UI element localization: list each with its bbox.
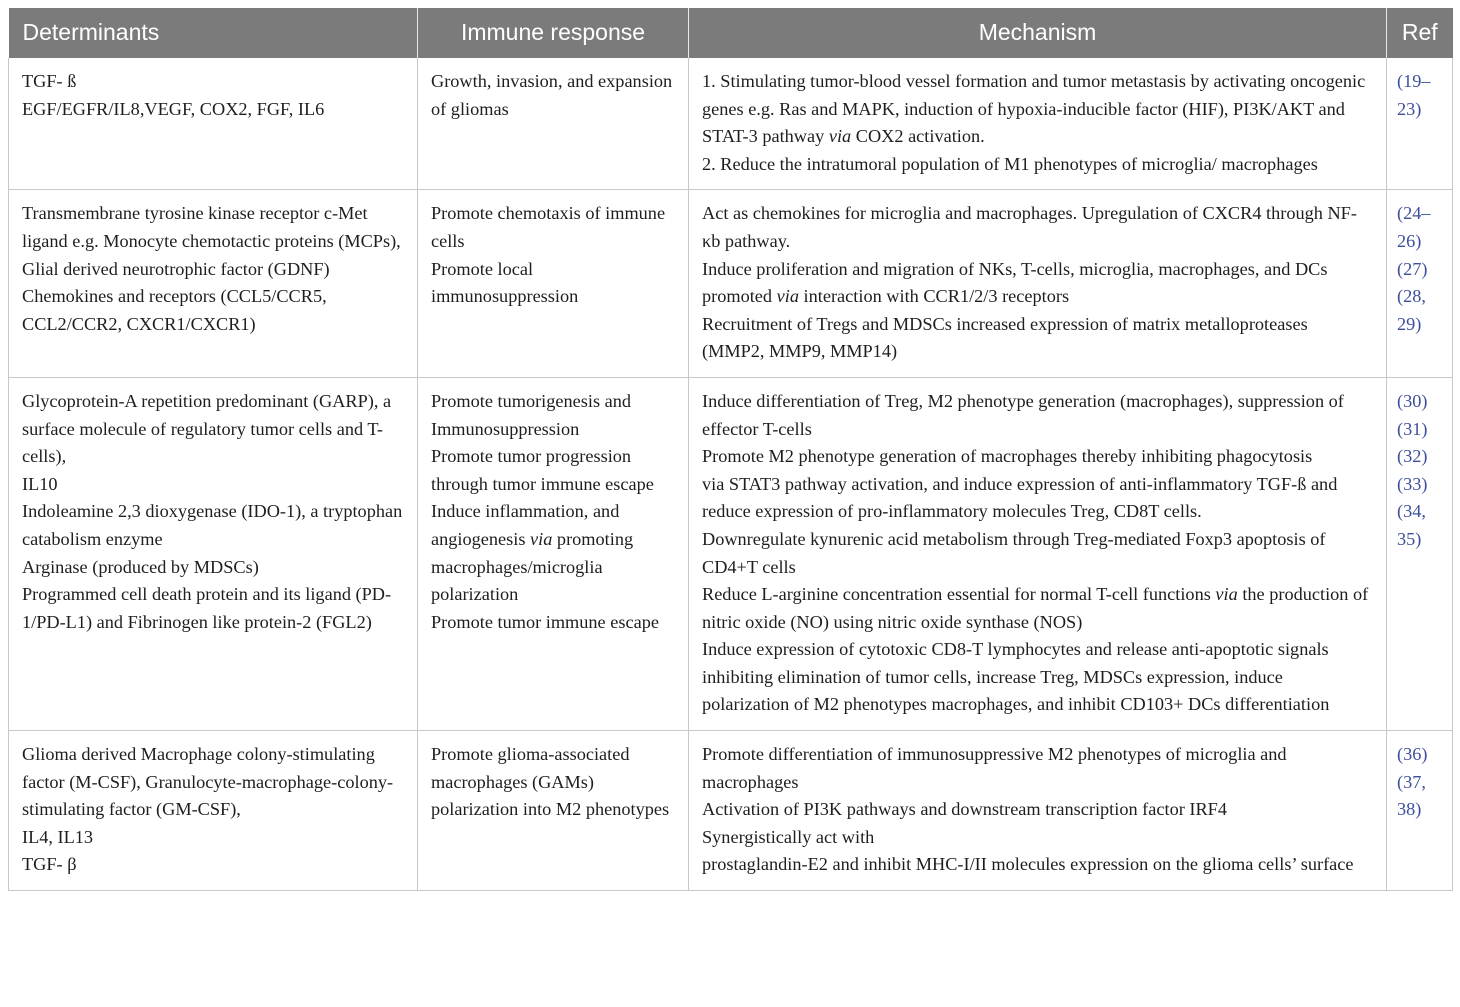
- determinant-line: IL10: [22, 473, 58, 494]
- mechanism-line: Induce differentiation of Treg, M2 phenotype generation (macrophages), suppression of effector T-cells: [702, 390, 1344, 439]
- determinant-line: Chemokines and receptors (CCL5/CCR5, CCL2/CCR2, CXCR1/CXCR1): [22, 286, 327, 334]
- determinant-line: TGF- β: [22, 854, 77, 875]
- immune-response-line: Growth, invasion, and expansion of gliomas: [431, 71, 673, 119]
- ref-cell: [1387, 377, 1453, 730]
- determinant-line: Arginase (produced by MDSCs): [22, 556, 259, 577]
- mechanism-line: Activation of PI3K pathways and downstream transcription factor IRF4: [702, 799, 1227, 820]
- ref-cell: [1387, 190, 1453, 378]
- determinant-line: Transmembrane tyrosine kinase receptor c-Met ligand e.g. Monocyte chemotactic proteins (MCPs), Glial derived neurotrophic factor (GDNF): [22, 203, 401, 279]
- ref-cell: [1387, 731, 1453, 891]
- determinant-line: Programmed cell death protein and its ligand (PD-1/PD-L1) and Fibrinogen like protein-2 (FGL2): [22, 584, 392, 632]
- immune-response-cell: [418, 377, 689, 730]
- reference-link[interactable]: (36): [1397, 744, 1428, 765]
- determinant-line: IL4, IL13: [22, 826, 94, 847]
- table-header: [9, 8, 1453, 58]
- reference-link[interactable]: (32): [1397, 446, 1428, 467]
- immune-response-line: Promote tumor progression through tumor immune escape: [431, 446, 654, 494]
- table-row: [9, 377, 1453, 730]
- table-row: [9, 190, 1453, 378]
- mechanism-line: Reduce L-arginine concentration essential for normal T-cell functions via the production of nitric oxide (NO) using nitric oxide synthase (NOS): [702, 584, 1369, 632]
- reference-link[interactable]: (27): [1397, 258, 1428, 279]
- determinant-line: Glycoprotein-A repetition predominant (GARP), a surface molecule of regulatory tumor cells and T-cells),: [22, 390, 392, 467]
- table-row: [9, 731, 1453, 891]
- mechanism-line: 2. Reduce the intratumoral population of M1 phenotypes of microglia/ macrophages: [702, 153, 1318, 174]
- reference-link[interactable]: 29): [1397, 313, 1422, 334]
- mechanism-line: Act as chemokines for microglia and macrophages. Upregulation of CXCR4 through NF-κb pathway.: [702, 203, 1357, 251]
- reference-link[interactable]: (33): [1397, 473, 1428, 494]
- determinants-cell: [9, 58, 418, 190]
- mechanism-line: Induce expression of cytotoxic CD8-T lymphocytes and release anti-apoptotic signals inhibiting elimination of tumor cells, increase Treg, MDSCs expression, induce polarization of M2 phenotypes macrophages, and inhibit CD103+ DCs differentiation: [702, 639, 1330, 715]
- immune-response-cell: [418, 190, 689, 378]
- header-row: [9, 8, 1453, 58]
- mechanism-line: via STAT3 pathway activation, and induce expression of anti-inflammatory TGF-ß and reduce expression of pro-inflammatory molecules Treg, CD8T cells.: [702, 473, 1338, 522]
- reference-link[interactable]: (30): [1397, 390, 1428, 411]
- determinant-line: TGF- ß: [22, 71, 77, 91]
- immune-response-line: Promote glioma-associated macrophages (GAMs) polarization into M2 phenotypes: [431, 744, 670, 820]
- mechanism-line: prostaglandin-E2 and inhibit MHC-I/II molecules expression on the glioma cells’ surface: [702, 854, 1354, 875]
- mechanism-line: Downregulate kynurenic acid metabolism through Treg-mediated Foxp3 apoptosis of CD4+T cells: [702, 528, 1326, 577]
- reference-link[interactable]: 23): [1397, 98, 1422, 119]
- reference-link[interactable]: (24–: [1397, 203, 1431, 224]
- header-determinants: Determinants: [9, 8, 418, 58]
- mechanism-cell: [689, 731, 1387, 891]
- immune-response-line: Promote chemotaxis of immune cells: [431, 203, 666, 251]
- determinants-cell: [9, 190, 418, 378]
- header-immune-response: Immune response: [418, 8, 689, 58]
- immune-response-cell: [418, 731, 689, 891]
- reference-link[interactable]: (31): [1397, 418, 1428, 439]
- immune-response-cell: [418, 58, 689, 190]
- mechanism-line: Promote M2 phenotype generation of macrophages thereby inhibiting phagocytosis: [702, 446, 1313, 467]
- immune-response-line: Promote tumor immune escape: [431, 611, 659, 632]
- mechanism-line: Promote differentiation of immunosuppressive M2 phenotypes of microglia and macrophages: [702, 744, 1287, 792]
- mechanism-line: Synergistically act with: [702, 826, 875, 847]
- immune-response-line: Promote local immunosuppression: [431, 258, 579, 307]
- mechanism-line: 1. Stimulating tumor-blood vessel formation and tumor metastasis by activating oncogenic genes e.g. Ras and MAPK, induction of hypoxia-inducible factor (HIF), PI3K/AKT and STAT-3 pathway via COX2 activation.: [702, 71, 1366, 147]
- determinants-cell: [9, 377, 418, 730]
- mechanism-cell: [689, 58, 1387, 190]
- immune-response-line: Induce inflammation, and angiogenesis via promoting macrophages/microglia polarization: [431, 501, 634, 605]
- header-mechanism: Mechanism: [689, 8, 1387, 58]
- table-body: [9, 58, 1453, 891]
- reference-link[interactable]: (37,: [1397, 771, 1426, 792]
- header-ref: Ref: [1387, 8, 1453, 58]
- reference-link[interactable]: 35): [1397, 528, 1422, 549]
- determinants-cell: [9, 731, 418, 891]
- immune-response-line: Promote tumorigenesis and Immunosuppression: [431, 390, 632, 439]
- mechanism-cell: [689, 190, 1387, 378]
- determinant-line: EGF/EGFR/IL8,VEGF, COX2, FGF, IL6: [22, 98, 325, 119]
- reference-link[interactable]: (34,: [1397, 501, 1426, 522]
- determinants-table: [8, 8, 1453, 891]
- reference-link[interactable]: (19–: [1397, 71, 1431, 91]
- reference-link[interactable]: (28,: [1397, 286, 1426, 307]
- reference-link[interactable]: 38): [1397, 799, 1422, 820]
- mechanism-line: Induce proliferation and migration of NKs, T-cells, microglia, macrophages, and DCs promoted via interaction with CCR1/2/3 receptors: [702, 258, 1328, 307]
- mechanism-cell: [689, 377, 1387, 730]
- determinant-line: Glioma derived Macrophage colony-stimulating factor (M-CSF), Granulocyte-macrophage-colony-stimulating factor (GM-CSF),: [22, 744, 394, 820]
- determinant-line: Indoleamine 2,3 dioxygenase (IDO-1), a tryptophan catabolism enzyme: [22, 501, 403, 549]
- table-row: [9, 58, 1453, 190]
- mechanism-line: Recruitment of Tregs and MDSCs increased expression of matrix metalloproteases (MMP2, MMP9, MMP14): [702, 313, 1308, 362]
- ref-cell: [1387, 58, 1453, 190]
- reference-link[interactable]: 26): [1397, 230, 1422, 251]
